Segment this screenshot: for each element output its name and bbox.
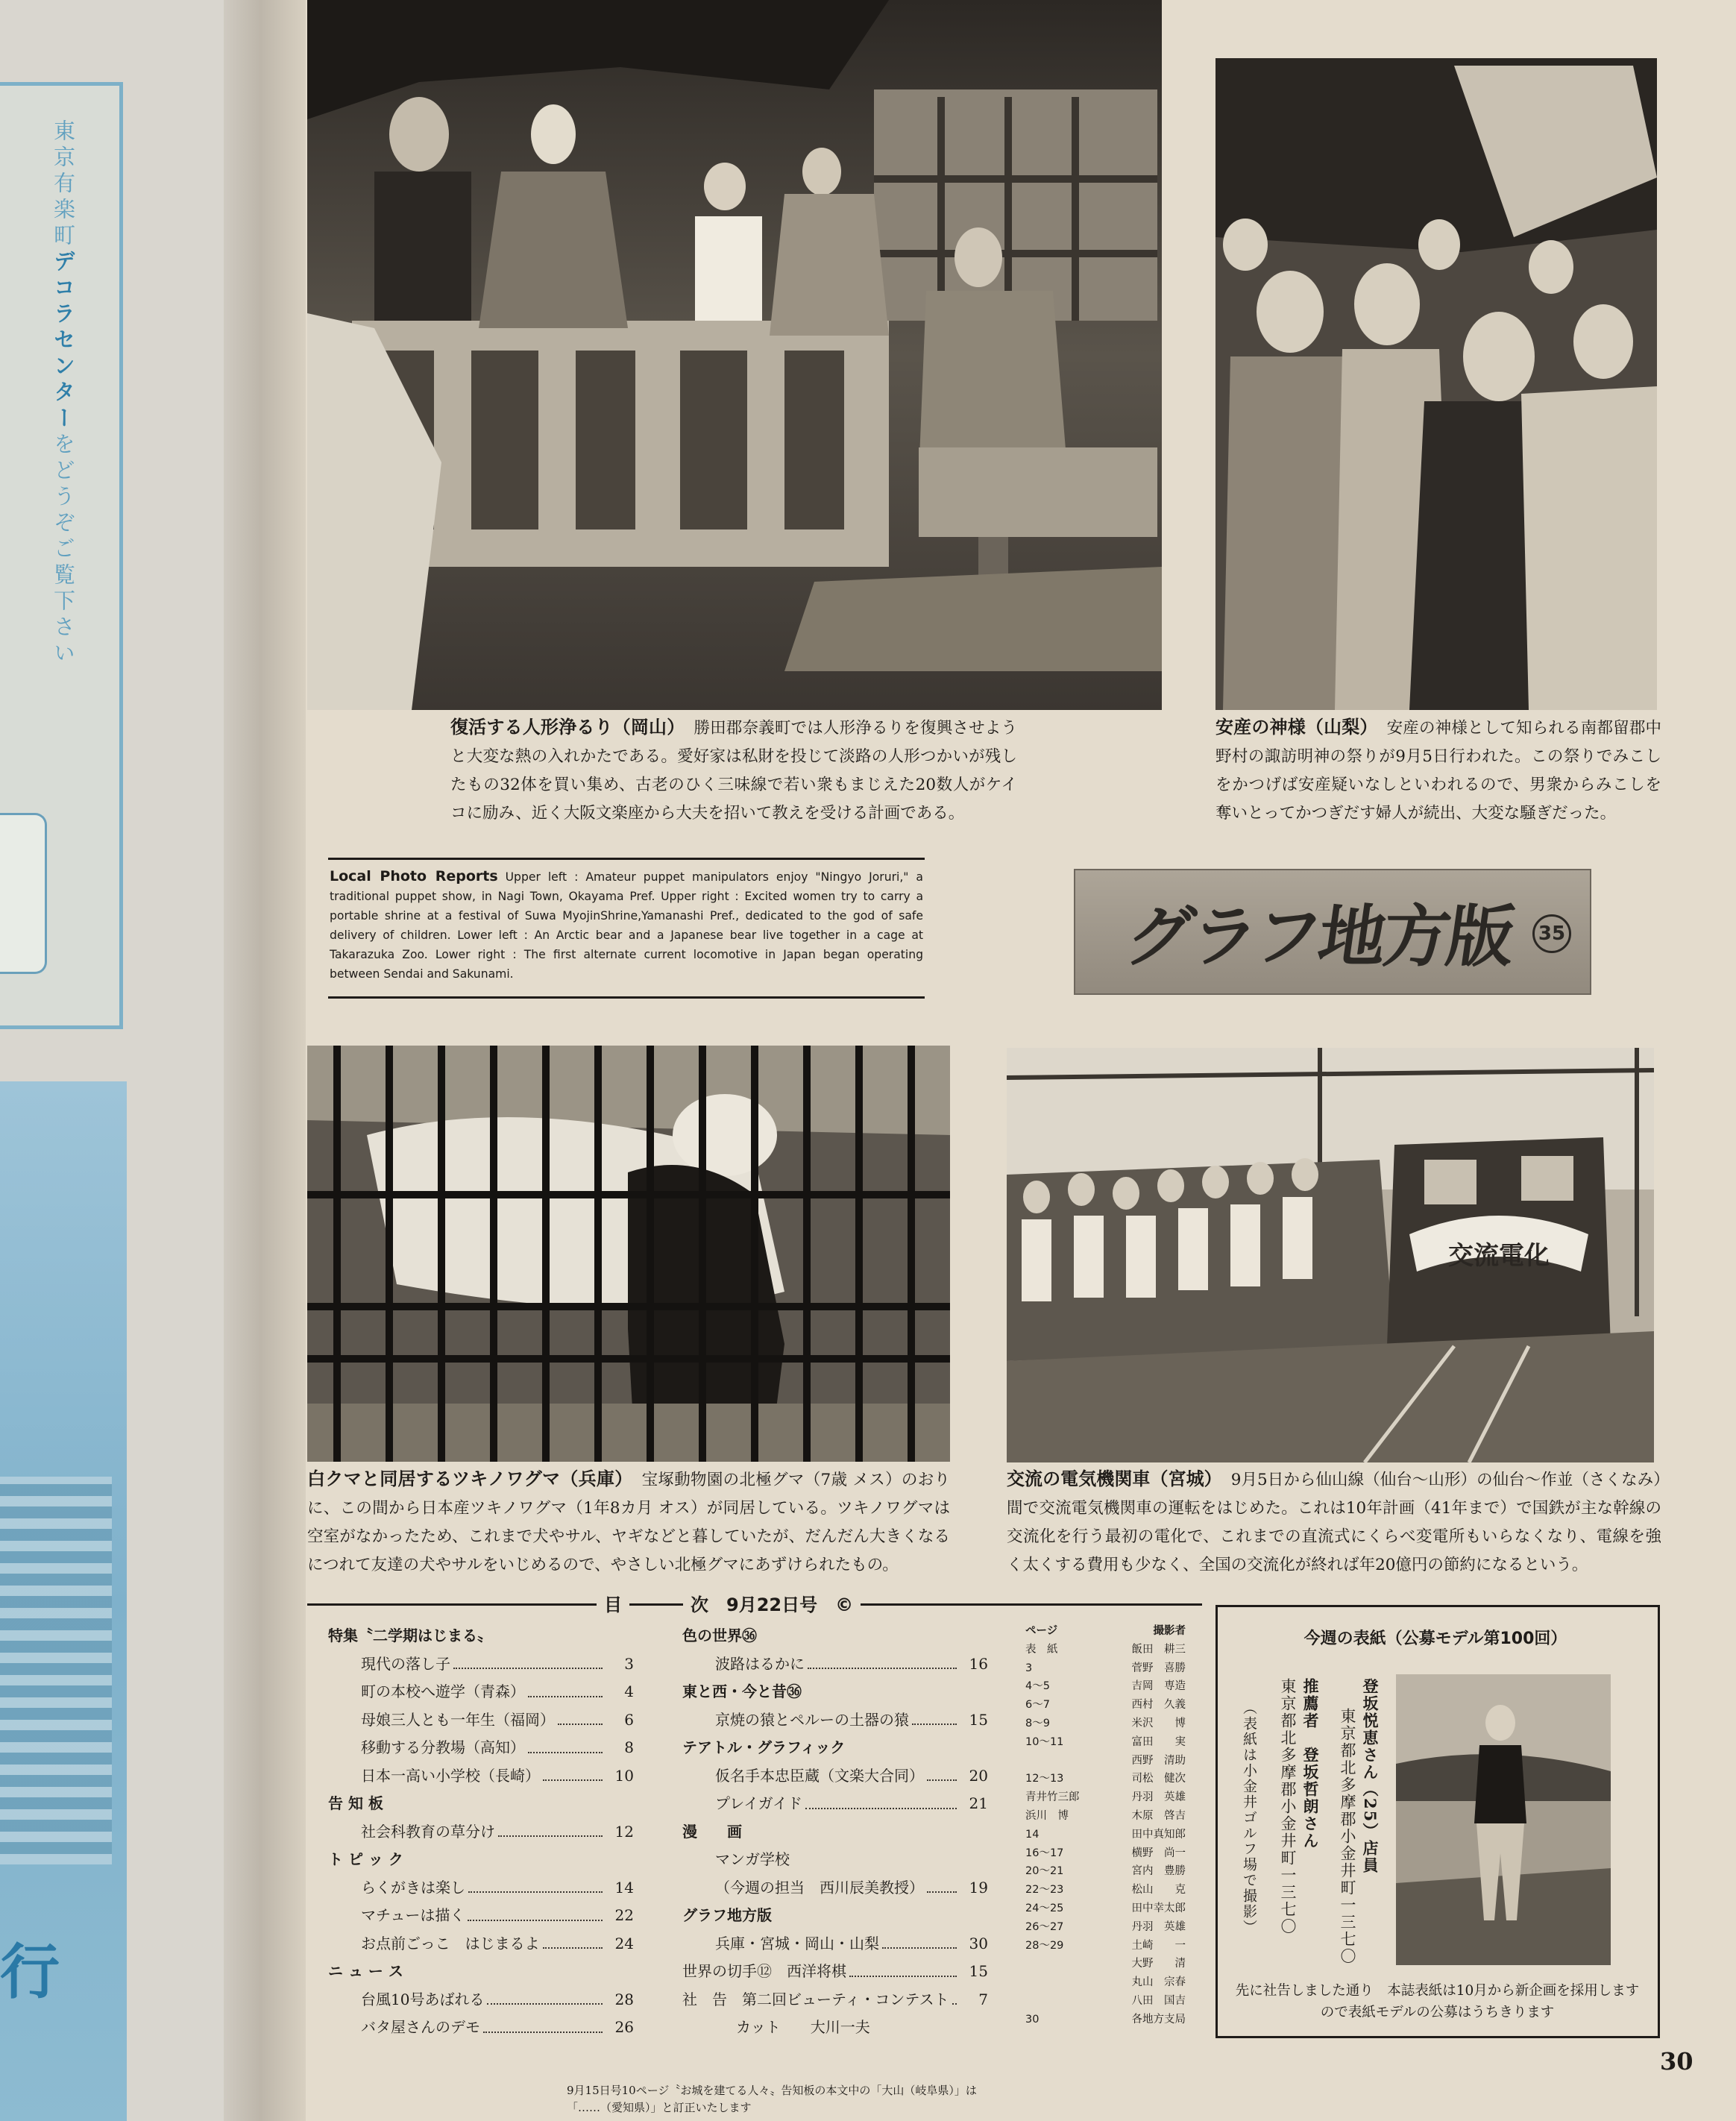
toc-entry <box>328 1650 634 1679</box>
toc-entry-title: テアトル・グラフィック <box>682 1738 846 1756</box>
toc-entry <box>682 1874 988 1902</box>
caption-ac-locomotive: 交流の電気機関車（宮城） 9月5日から仙山線（仙台〜山形）の仙台〜作並（さくなみ）間で交流電気機関車の運転をはじめた。これは10年計画（41年まで）で国鉄が主な幹線の交流化を行う最初の電化で、これまでの直流式にくらべ変電所もいらなくなり、電線を強く太くする費用も少なく、全国の交流化が終れば年20億円の節約になるという。 <box>1007 1468 1661 1574</box>
toc-entry-title: プレイガイド <box>715 1794 802 1812</box>
credit-photographer: 丸山 宗春 <box>1131 1976 1186 1989</box>
credit-photographer: 司松 健次 <box>1131 1773 1186 1785</box>
toc-leader-dots <box>912 1706 957 1726</box>
credit-row <box>1025 2011 1186 2029</box>
credit-page: 3 <box>1025 1662 1033 1674</box>
toc-entry <box>328 1762 634 1791</box>
ad-building-windows <box>0 1477 112 1864</box>
toc-entry <box>682 1762 988 1791</box>
toc-entry <box>682 1706 988 1735</box>
toc-entry-page: 24 <box>614 1934 634 1952</box>
toc-entry-page: 26 <box>614 2018 634 2036</box>
toc-entry-page: 22 <box>614 1906 634 1924</box>
toc-entry-title: お点前ごっこ はじまるよ <box>361 1934 540 1952</box>
toc-entry-title: バタ屋さんのデモ <box>361 2018 480 2036</box>
cover-location-note: （表紙は小金井ゴルフ場で撮影） <box>1241 1700 1257 1935</box>
toc-head-left: 目 <box>597 1590 629 1616</box>
credit-row <box>1025 1937 1186 1955</box>
toc-entry-title: カット 大川一夫 <box>736 2018 870 2036</box>
caption-bears-cage: 白クマと同居するツキノワグマ（兵庫） 宝塚動物園の北極グマ（7歳 メス）のおりに、この間から日本産ツキノワグマ（1年8カ月 オス）が同居している。ツキノワグマは空室がなかったため、これまで犬やサル、ヤギなどと暮していたが、だんだん大きくなるにつれて友達の犬やサルをいじめるので、やさしい北極グマにあずけられたもの。 <box>307 1468 950 1574</box>
credit-page <box>1025 1955 1132 1973</box>
toc-entry <box>682 1930 988 1958</box>
toc-entry-page: 20 <box>969 1766 988 1785</box>
toc-entry-title: 社 告 第二回ビューティ・コンテスト <box>682 1990 949 2008</box>
credit-photographer: 松山 克 <box>1131 1884 1186 1897</box>
toc-leader-dots <box>483 2014 603 2033</box>
credit-row <box>1025 1807 1186 1826</box>
credit-page: 22〜23 <box>1025 1884 1064 1897</box>
toc-entry-title: 町の本校へ遊学（青森） <box>361 1682 525 1700</box>
toc-entry-title: 京焼の猿とペルーの土器の猿 <box>715 1710 909 1729</box>
corrigendum-note: 9月15日号10ページ〝お城を建てる人々〟告知板の本文中の「大山（岐阜県）」は「……（愛知県）」と訂正いたします <box>567 2084 977 2114</box>
toc-entry <box>682 1622 988 1650</box>
credit-photographer: 飯田 耕三 <box>1131 1643 1186 1656</box>
toc-entry-title: 移動する分教場（高知） <box>361 1738 525 1756</box>
toc-leader-dots <box>849 1958 957 1977</box>
toc-entry-title: 仮名手本忠臣蔵（文楽大合同） <box>715 1766 924 1785</box>
credit-page: 10〜11 <box>1025 1735 1064 1748</box>
banner-issue-number: 35 <box>1532 914 1571 953</box>
toc-entry <box>328 1930 634 1958</box>
credit-photographer: 丹羽 英雄 <box>1131 1920 1186 1933</box>
toc-entry-page: 15 <box>969 1710 988 1729</box>
toc-leader-dots <box>528 1678 603 1697</box>
ad-product-can <box>0 813 47 974</box>
ad-logo-glyph: 行 <box>0 1938 60 2007</box>
ad-vertical-text: 東京有楽町デコラセンターをどうぞご覧下さい <box>51 119 76 667</box>
credit-page: 30 <box>1025 2013 1040 2026</box>
toc-entry-title: ニ ュ ー ス <box>328 1962 403 1980</box>
cover-model-photo <box>1396 1674 1611 1965</box>
toc-leader-dots <box>805 1790 957 1809</box>
toc-entry <box>328 1678 634 1706</box>
toc-leader-dots <box>468 1902 603 1921</box>
credit-row <box>1025 1900 1186 1918</box>
toc-entry-page: 21 <box>969 1794 988 1812</box>
toc-entry-title: 特集〝二学期はじまる〟 <box>328 1627 492 1644</box>
toc-entry-title: グラフ地方版 <box>682 1906 772 1924</box>
toc-entry <box>682 1818 988 1847</box>
toc-entry-title: 日本一高い小学校（長崎） <box>361 1766 540 1785</box>
photo-puppet-show <box>307 0 1162 710</box>
toc-entry-title: 母娘三人とも一年生（福岡） <box>361 1710 555 1729</box>
cover-model-name: 登坂悦恵さん（25）店員 <box>1361 1678 1380 1875</box>
toc-column-1 <box>328 1622 634 2042</box>
toc-entry <box>328 1818 634 1847</box>
toc-entry <box>682 1650 988 1679</box>
credit-row <box>1025 1696 1186 1715</box>
toc-entry <box>682 1846 988 1874</box>
credit-page <box>1025 1973 1132 1992</box>
page-gutter <box>224 0 306 2121</box>
toc-entry-page: 6 <box>624 1710 634 1729</box>
toc-entry-page: 16 <box>969 1654 988 1673</box>
credit-row <box>1025 1992 1186 2011</box>
toc-entry <box>328 1734 634 1762</box>
toc-entry-page: 15 <box>969 1962 988 1980</box>
caption-puppet-show: 復活する人形浄るり（岡山） 勝田郡奈義町では人形浄るりを復興させようと大変な熱の入れかたである。愛好家は私財を投じて淡路の人形つかいが残したもの32体を買い集め、古老のひく三味線で若い衆もまじえた20数人がケイコに励み、近く大阪文楽座から大夫を招いて教えを受ける計画である。 <box>450 717 1017 823</box>
credit-row <box>1025 1955 1186 1973</box>
credit-page: 24〜25 <box>1025 1902 1064 1914</box>
credit-page: 28〜29 <box>1025 1939 1064 1952</box>
toc-entry-title: 現代の落し子 <box>361 1654 450 1673</box>
toc-entry-title: 兵庫・宮城・岡山・山梨 <box>715 1934 879 1952</box>
credit-photographer: 米沢 博 <box>1131 1717 1186 1729</box>
credit-row <box>1025 1715 1186 1733</box>
photo-bears-cage <box>307 1046 950 1462</box>
toc-entry-page: 4 <box>624 1682 634 1700</box>
toc-leader-dots <box>487 1986 603 2005</box>
credit-photographer: 西野 清助 <box>1131 1754 1186 1767</box>
photo-ac-locomotive <box>1007 1048 1654 1462</box>
toc-entry <box>328 1902 634 1930</box>
toc-column-2 <box>682 1622 988 2042</box>
toc-leader-dots <box>453 1650 603 1670</box>
toc-entry-title: 色の世界㊱ <box>682 1627 757 1644</box>
credit-page: 表 紙 <box>1025 1643 1058 1656</box>
toc-entry-title: らくがきは楽し <box>361 1878 465 1897</box>
credit-photographer: 富田 実 <box>1131 1735 1186 1748</box>
credit-row <box>1025 1641 1186 1659</box>
toc-entry-page: 30 <box>969 1934 988 1952</box>
credit-photographer: 宮内 豊勝 <box>1131 1865 1186 1878</box>
toc-entry-page: 19 <box>969 1878 988 1897</box>
toc-entry-title: マチューは描く <box>361 1906 465 1924</box>
credit-page: 青井竹三郎 <box>1025 1791 1080 1804</box>
toc-leader-dots <box>927 1762 957 1782</box>
credit-page: 20〜21 <box>1025 1865 1064 1878</box>
toc-leader-dots <box>952 1986 957 2005</box>
credit-page: 8〜9 <box>1025 1717 1050 1729</box>
toc-entry <box>328 1874 634 1902</box>
credit-photographer: 西村 久義 <box>1131 1699 1186 1712</box>
credit-row <box>1025 1844 1186 1863</box>
banner-title: グラフ地方版 <box>1121 898 1518 976</box>
credit-photographer: 各地方支局 <box>1131 2013 1186 2026</box>
cover-model-address: 東京都北多摩郡小金井町一三七〇 <box>1339 1708 1356 1965</box>
toc-entry <box>682 1902 988 1930</box>
toc-entry-page: 14 <box>614 1878 634 1897</box>
credit-photographer: 菅野 喜勝 <box>1131 1662 1186 1674</box>
toc-entry-title: 漫 画 <box>682 1822 742 1841</box>
toc-entry-title: 東と西・今と昔㊱ <box>682 1682 802 1700</box>
toc-leader-dots <box>808 1650 957 1670</box>
toc-entry <box>328 2014 634 2042</box>
credit-row <box>1025 1733 1186 1752</box>
credit-page: 14 <box>1025 1828 1040 1841</box>
credit-photographer: 田中幸太郎 <box>1131 1902 1186 1914</box>
credit-row <box>1025 1862 1186 1881</box>
cover-recommender: 推薦者 登坂哲朗さん <box>1301 1678 1320 1850</box>
cover-recommender-address: 東京都北多摩郡小金井町一三七〇 <box>1279 1678 1297 1935</box>
credit-page: 6〜7 <box>1025 1699 1050 1712</box>
toc-entry <box>682 1790 988 1818</box>
photo-credits: ページ 撮影者 表 紙 飯田 耕三 3 菅野 喜勝 4〜5 吉岡 専造 6〜7 西村 久義 8〜9 米沢 博 10〜11 富田 実 西野 清助 12〜13 司松 健次 青井竹三郎 丹羽 英雄 浜川 博 木原 啓吉 14 田中真知郎 16〜17 横野 尚一 20〜21 宮内 豊勝 22〜23 松山 克 24〜25 田中幸太郎 26〜27 丹羽 英雄 28〜29 土崎 一 大野 清 丸山 宗春 八田 国吉 30 各地方支局 <box>1025 1622 1186 2029</box>
toc-leader-dots <box>558 1706 603 1726</box>
credit-page <box>1025 1752 1132 1770</box>
credit-photographer: 木原 啓吉 <box>1131 1809 1186 1822</box>
credit-row <box>1025 1973 1186 1992</box>
credit-page: 浜川 博 <box>1025 1809 1069 1822</box>
toc-leader-dots <box>528 1734 603 1753</box>
credit-photographer: 吉岡 専造 <box>1131 1680 1186 1693</box>
credit-row <box>1025 1659 1186 1678</box>
toc-entry-title: 世界の切手⑫ 西洋将棋 <box>682 1962 846 1980</box>
credit-photographer: 八田 国吉 <box>1131 1994 1186 2007</box>
toc-entry-page: 8 <box>624 1738 634 1756</box>
toc-entry-title: 社会科教育の草分け <box>361 1822 495 1841</box>
credit-row <box>1025 1770 1186 1788</box>
credit-page: 12〜13 <box>1025 1773 1064 1785</box>
credit-page: 4〜5 <box>1025 1680 1050 1693</box>
cover-title: 今週の表紙（公募モデル第100回） <box>1303 1630 1567 1648</box>
toc-entry-title: 台風10号あばれる <box>361 1990 485 2008</box>
toc-entry <box>682 1734 988 1762</box>
credit-photographer: 田中真知郎 <box>1131 1828 1186 1841</box>
toc-entry-page: 12 <box>614 1822 634 1841</box>
toc-entry-page: 10 <box>614 1766 634 1785</box>
toc-entry-page: 28 <box>614 1990 634 2008</box>
credit-page: 26〜27 <box>1025 1920 1064 1933</box>
caption-shrine-festival: 安産の神様（山梨） 安産の神様として知られる南都留郡中野村の諏訪明神の祭りが9月5日行われた。この祭りでみこしをかつげば安産疑いなしといわれるので、男衆からみこしを奪いとってかつぎだす婦人が続出、大変な騒ぎだった。 <box>1215 717 1661 823</box>
toc-leader-dots <box>927 1874 957 1894</box>
page-number: 30 <box>1660 2047 1693 2076</box>
toc-leader-dots <box>543 1930 603 1949</box>
photo-shrine-festival <box>1215 58 1657 710</box>
credit-photographer: 横野 尚一 <box>1131 1847 1186 1859</box>
toc-entry-title: マンガ学校 <box>715 1850 790 1868</box>
toc-head-right: 次 9月22日号 © <box>683 1590 861 1616</box>
toc-entry <box>328 1622 634 1650</box>
credit-row <box>1025 1677 1186 1696</box>
toc-entry <box>328 1958 634 1986</box>
toc-entry <box>328 1846 634 1874</box>
toc-entry-title: 告 知 板 <box>328 1794 383 1812</box>
english-summary-text: Local Photo Reports Upper left : Amateur puppet manipulators enjoy "Ningyo Joruri," a traditional puppet show, in Nagi Town, Okayama Pref. Upper right : Excited women try to carry a portable shrine at a festival of Suwa MyojinShrine,Yamanashi Pref., dedicated to the god of safe delivery of children. Lower left : An Arctic bear and a Japanese bear live together in a cage at Takarazuka Zoo. Lower right : The first alternate current locomotive in Japan began operating between Sendai and Sakunami. <box>330 868 923 981</box>
toc-entry <box>682 2014 988 2042</box>
toc-entry <box>328 1790 634 1818</box>
toc-leader-dots <box>543 1762 603 1782</box>
toc-entry <box>682 1958 988 1986</box>
credit-row <box>1025 1788 1186 1807</box>
credit-row <box>1025 1752 1186 1770</box>
credit-row <box>1025 1826 1186 1844</box>
toc-entry-page: 7 <box>978 1990 988 2008</box>
credit-page <box>1025 1992 1132 2011</box>
toc-leader-dots <box>882 1930 957 1949</box>
toc-entry-title: ト ピ ッ ク <box>328 1850 403 1868</box>
toc-entry <box>682 1678 988 1706</box>
toc-leader-dots <box>468 1874 603 1894</box>
locomotive-sign: 交流電化 <box>1448 1241 1550 1271</box>
toc-entry <box>682 1986 988 2014</box>
credit-row <box>1025 1918 1186 1937</box>
credit-photographer: 大野 清 <box>1131 1958 1186 1970</box>
toc-entry-title: （今週の担当 西川辰美教授） <box>715 1878 924 1897</box>
toc-entry-page: 3 <box>624 1654 634 1673</box>
toc-leader-dots <box>498 1818 603 1838</box>
toc-entry <box>328 1706 634 1735</box>
credit-row <box>1025 1881 1186 1900</box>
credit-page: 16〜17 <box>1025 1847 1064 1859</box>
toc-entry-title: 波路はるかに <box>715 1654 805 1673</box>
credit-photographer: 丹羽 英雄 <box>1131 1791 1186 1804</box>
toc-entry <box>328 1986 634 2014</box>
cover-announcement: 先に社告しました通り 本誌表紙は10月から新企画を採用しますので表紙モデルの公募はうちきります <box>1235 1983 1640 2020</box>
credit-photographer: 土崎 一 <box>1131 1939 1186 1952</box>
